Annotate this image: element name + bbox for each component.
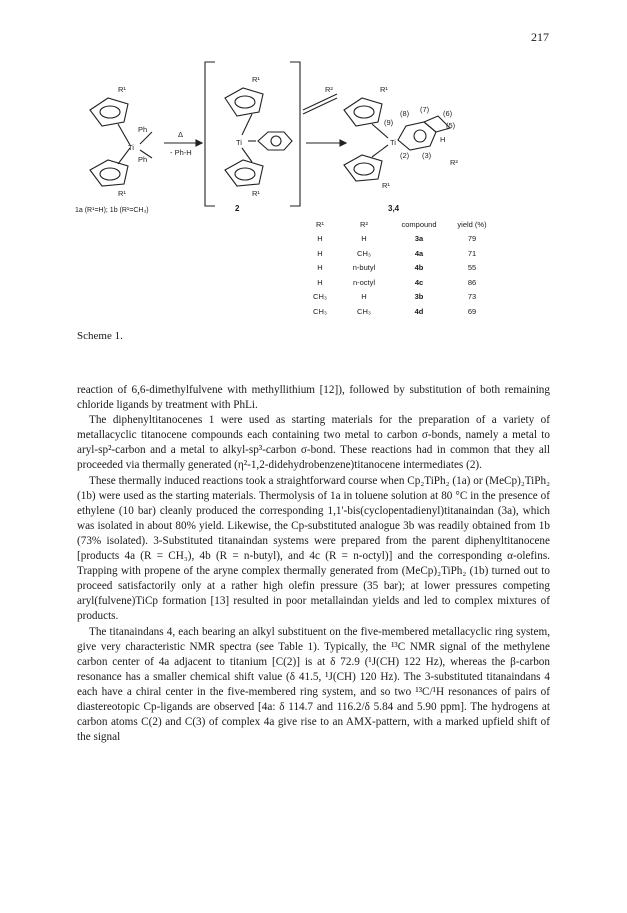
ring-label: (5) <box>446 121 456 130</box>
ring-label: (6) <box>443 109 453 118</box>
compound-1-structure <box>90 98 152 186</box>
table-cell: H <box>361 234 367 244</box>
table-cell: 69 <box>467 306 477 316</box>
table-cell: 86 <box>467 277 477 287</box>
arrow-loss-label: - Ph-H <box>170 148 192 157</box>
table-cell: 3b <box>414 292 424 302</box>
ring-label: (7) <box>420 105 430 114</box>
paragraph: The titanaindans 4, each bearing an alkyl substituent on the five-membered metallacyclic ring system, give very characteristic NMR spectra (see Table 1). Typically, the ¹³C NMR signal of the methylene carbon center of 4a adjacent to titanium [C(2)] is at δ 72.9 (¹J(CH) 122 Hz), whereas the β-carbon resonance has a smaller chemical shift value (δ 41.5, ¹J(CH) 120 Hz). The 3-substituted titanaindans 4 each have a chiral center in the five-membered ring system, and so two ¹³C/¹H resonances of pairs of diastereotopic Cp-ligands are observed [4a: δ 114.7 and 116.2/δ 5.84 and 5.90 ppm]. The hydrogens at carbon atoms C(2) and C(3) of complex 4a give rise to an AMX-pattern, with a marked upfield shift of the signal <box>77 625 550 744</box>
ring-label: (3) <box>422 151 432 160</box>
table-row <box>300 290 540 305</box>
table-cell: 73 <box>467 292 477 302</box>
compound-2-caption: 2 <box>235 204 240 213</box>
table-cell: CH₃ <box>357 248 371 258</box>
table-cell: H <box>317 234 323 244</box>
r1-label: R¹ <box>118 85 126 94</box>
table-cell: H <box>317 248 323 258</box>
r1-label: R¹ <box>380 85 388 94</box>
ph-label: Ph <box>138 155 148 164</box>
table-cell: n-octyl <box>352 277 376 287</box>
table-cell: 55 <box>467 263 477 273</box>
table-cell: H <box>317 263 323 273</box>
scheme-label: Scheme 1. <box>77 330 123 342</box>
arrow-heat-label: Δ <box>178 130 184 139</box>
table-cell: CH₃ <box>313 292 327 302</box>
r1-label: R¹ <box>382 181 390 190</box>
compound-3-4-caption: 3,4 <box>388 204 400 213</box>
table-header: R² <box>360 219 368 229</box>
table-row <box>300 304 540 319</box>
table-cell: H <box>317 277 323 287</box>
table-header: compound <box>401 219 437 229</box>
table-header: yield (%) <box>457 219 487 229</box>
paragraph: These thermally induced reactions took a straightforward course when Cp₂TiPh₂ (1a) or (MeCp)₂TiPh₂ (1b) were used as the starting materials. Thermolysis of 1a in toluene solution at 80 °C in the presence of ethylene (10 bar) cleanly produced the corresponding 1,1'-bis(cyclopentadienyl)titanaindan (3a), which was isolated in about 80% yield. Likewise, the Cp-substituted analogue 3b was readily obtained from 1b (73% isolated). 3-Substituted titanaindan systems were prepared from the parent diphenyltitanocene [products 4a (R = CH₃), 4b (R = n-butyl), and 4c (R = n-octyl)] and the corresponding α-olefins. Trapping with propene of the aryne complex thermally generated from (MeCp)₂TiPh₂ (1b) turned out to proceed satisfactorily only at a rather high olefin pressure (35 bar); at lower pressures competing aryl(fulvene)TiCp formation [13] resulted in poor metallaindan yields and led to complex mixtures of products. <box>77 474 550 623</box>
page-number: 217 <box>531 30 549 44</box>
paragraph: reaction of 6,6-dimethylfulvene with methyllithium [12]), followed by substitution of both remaining chloride ligands by treatment with PhLi. <box>77 384 550 412</box>
ti-label: Ti <box>236 138 242 147</box>
r1-label: R¹ <box>252 189 260 198</box>
table-cell: 71 <box>467 248 477 258</box>
compound-3-4-structure <box>344 98 450 181</box>
table-cell: n-butyl <box>352 263 376 273</box>
ph-label: Ph <box>138 125 148 134</box>
table-cell: 4d <box>414 306 424 316</box>
table-header: R¹ <box>316 219 324 229</box>
r1-label: R¹ <box>118 189 126 198</box>
body-text <box>77 383 550 745</box>
r1-label: R¹ <box>252 75 260 84</box>
ti-label: Ti <box>128 143 134 152</box>
table-cell: 4a <box>414 248 424 258</box>
table-row <box>300 275 540 290</box>
table-cell: CH₃ <box>357 306 371 316</box>
r2-label: R² <box>325 85 333 94</box>
table-row <box>300 261 540 276</box>
table-cell: 3a <box>414 234 424 244</box>
table-header-row <box>300 217 540 232</box>
table-cell: 4c <box>414 277 424 287</box>
r2-label: R² <box>450 158 458 167</box>
compound-2-structure <box>225 88 292 186</box>
table-cell: 79 <box>467 234 477 244</box>
table-cell: H <box>361 292 367 302</box>
compound-1-caption: 1a (R¹=H); 1b (R¹=CH₃) <box>75 207 149 214</box>
yield-table <box>300 217 540 319</box>
paragraph: The diphenyltitanocenes 1 were used as starting materials for the preparation of a variety of metallacyclic titanocene compounds each containing two metal to carbon σ-bonds, namely a metal to aryl-sp²-carbon and a metal to alkyl-sp³-carbon σ-bond. These reactions had in common that they all proceeded via thermally generated (η²-1,2-didehydrobenzene)titanocene intermediates (2). <box>77 414 550 472</box>
table-cell: 4b <box>414 263 424 273</box>
ring-label: (2) <box>400 151 410 160</box>
table-cell: CH₃ <box>313 306 327 316</box>
table-row <box>300 246 540 261</box>
ti-label: Ti <box>390 138 396 147</box>
ring-label: (8) <box>400 109 410 118</box>
table-row <box>300 232 540 247</box>
ring-label: (9) <box>384 118 394 127</box>
h-label: H <box>440 135 446 144</box>
